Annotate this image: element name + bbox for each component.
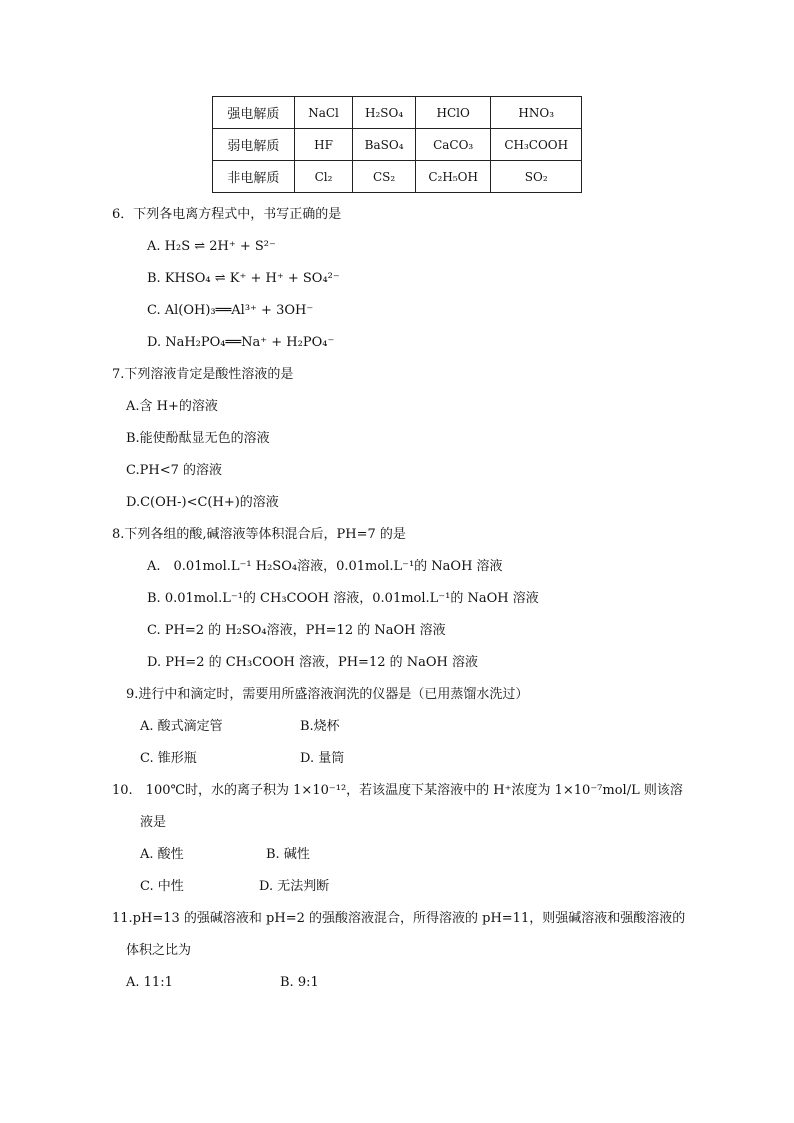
table-row <box>213 161 582 193</box>
table-cell: HF <box>294 129 353 161</box>
q8-option-d: D. PH=2 的 CH₃COOH 溶液，PH=12 的 NaOH 溶液 <box>147 655 478 670</box>
table-cell: SO₂ <box>491 161 582 193</box>
table-cell: H₂SO₄ <box>353 97 416 129</box>
q6-option-b: B. KHSO₄ ⇌ K⁺ + H⁺ + SO₄²⁻ <box>147 271 340 286</box>
table-row <box>213 129 582 161</box>
q8-option-a: A. 0.01mol.L⁻¹ H₂SO₄溶液，0.01mol.L⁻¹的 NaOH 溶液 <box>147 559 503 574</box>
q10-stem-line1: 10. 100℃时，水的离子积为 1×10⁻¹²，若该温度下某溶液中的 H⁺浓度为 1×10⁻⁷mol/L 则该溶 <box>112 783 683 798</box>
q10-stem-line2: 液是 <box>140 815 167 830</box>
electrolyte-table <box>212 96 582 193</box>
q10-option-c: C. 中性 <box>140 879 184 894</box>
table-cell: CaCO₃ <box>415 129 491 161</box>
table-cell: CS₂ <box>353 161 416 193</box>
table-cell: Cl₂ <box>294 161 353 193</box>
q7-option-b: B.能使酚酞显无色的溶液 <box>126 431 270 446</box>
table-cell: CH₃COOH <box>491 129 582 161</box>
q7-option-d: D.C(OH-)<C(H+)的溶液 <box>126 495 279 510</box>
q9-stem: 9.进行中和滴定时，需要用所盛溶液润洗的仪器是（已用蒸馏水洗过） <box>126 687 529 702</box>
q7-option-a: A.含 H+的溶液 <box>126 399 218 414</box>
q11-stem-line1: 11.pH=13 的强碱溶液和 pH=2 的强酸溶液混合，所得溶液的 pH=11，则强碱溶液和强酸溶液的 <box>112 911 686 926</box>
q8-option-c: C. PH=2 的 H₂SO₄溶液，PH=12 的 NaOH 溶液 <box>147 623 446 638</box>
row-type: 非电解质 <box>213 161 295 193</box>
q11-option-a: A. 11:1 <box>126 975 173 990</box>
table-cell: HNO₃ <box>491 97 582 129</box>
q8-option-b: B. 0.01mol.L⁻¹的 CH₃COOH 溶液，0.01mol.L⁻¹的 NaOH 溶液 <box>147 591 539 606</box>
q10-option-d: D. 无法判断 <box>259 879 330 894</box>
q9-option-a: A. 酸式滴定管 <box>140 719 223 734</box>
table-cell: C₂H₅OH <box>415 161 491 193</box>
row-type: 强电解质 <box>213 97 295 129</box>
table-cell: HClO <box>415 97 491 129</box>
table-cell: NaCl <box>294 97 353 129</box>
q10-option-a: A. 酸性 <box>140 847 184 862</box>
row-type: 弱电解质 <box>213 129 295 161</box>
q6-option-a: A. H₂S ⇌ 2H⁺ + S²⁻ <box>147 239 276 254</box>
q6-option-d: D. NaH₂PO₄══Na⁺ + H₂PO₄⁻ <box>147 335 335 350</box>
q6-stem: 6．下列各电离方程式中，书写正确的是 <box>112 207 342 222</box>
q6-option-c: C. Al(OH)₃══Al³⁺ + 3OH⁻ <box>147 303 314 318</box>
table-cell: BaSO₄ <box>353 129 416 161</box>
q8-stem: 8.下列各组的酸,碱溶液等体积混合后，PH=7 的是 <box>112 527 406 542</box>
q11-option-b: B. 9:1 <box>280 975 319 990</box>
q9-option-b: B.烧杯 <box>300 719 340 734</box>
q7-option-c: C.PH<7 的溶液 <box>126 463 222 478</box>
table-row <box>213 97 582 129</box>
q9-option-d: D. 量筒 <box>300 751 345 766</box>
q9-option-c: C. 锥形瓶 <box>140 751 197 766</box>
q10-option-b: B. 碱性 <box>266 847 310 862</box>
q11-stem-line2: 体积之比为 <box>126 943 192 958</box>
q7-stem: 7.下列溶液肯定是酸性溶液的是 <box>112 367 294 382</box>
